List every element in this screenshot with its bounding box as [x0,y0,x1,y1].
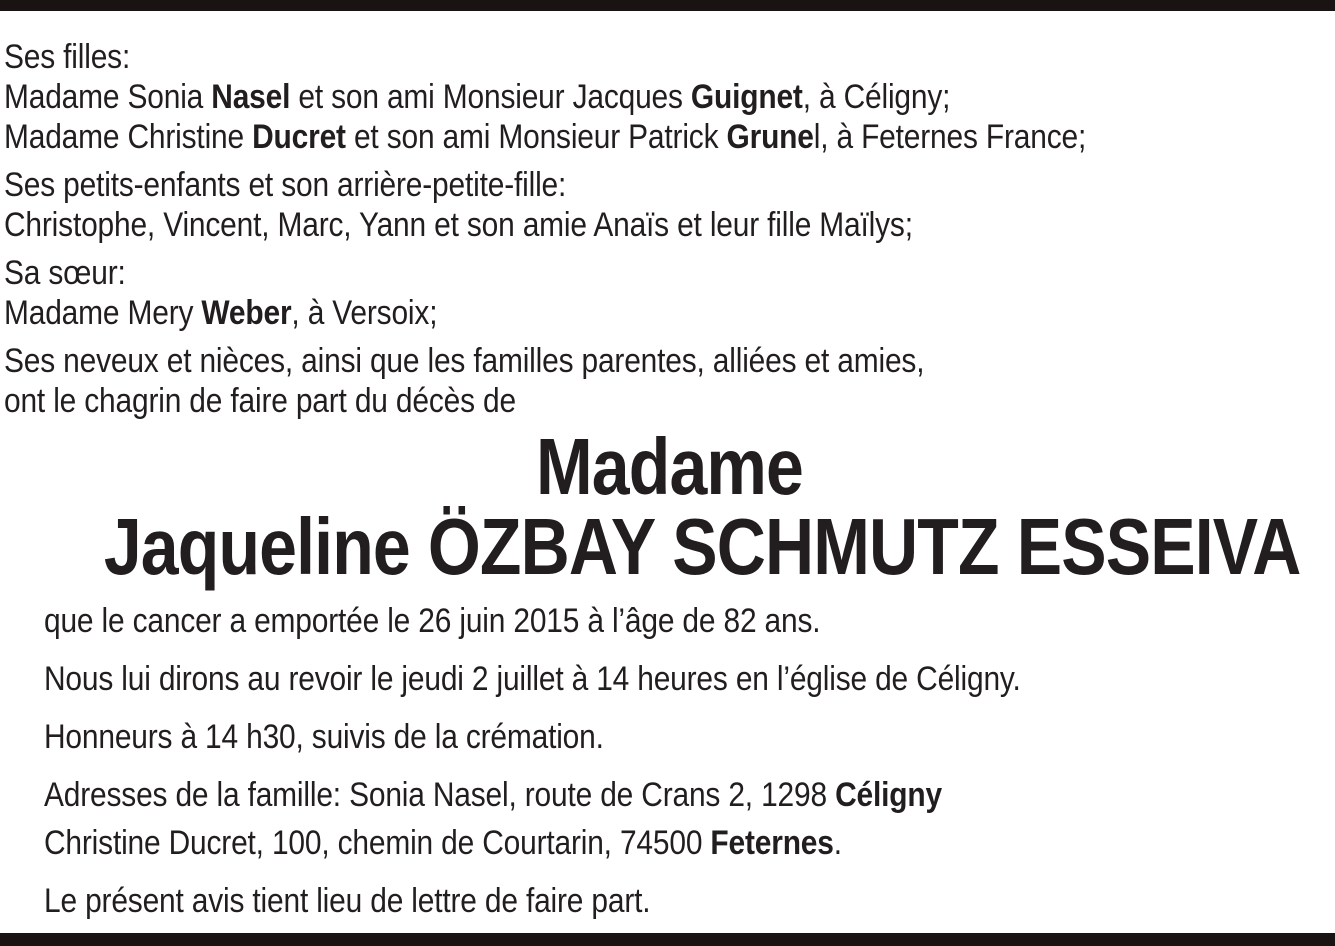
text-segment: Jaqueline ÖZBAY SCHMUTZ ESSEIVA [103,502,1301,591]
title-line [103,502,1301,591]
text-segment: et son ami Monsieur Jacques [290,78,691,116]
text-line [4,341,1175,381]
text-segment: Ses neveux et nièces, ainsi que les familles parentes, alliées et amies, [4,342,925,380]
text-segment: Christophe, Vincent, Marc, Yann et son amie Anaïs et leur fille Maïlys; [4,206,913,244]
text-segment: Guignet [690,78,803,116]
text-line [4,205,1175,245]
text-line [44,713,1180,761]
notice-paragraph [4,877,1335,925]
text-segment: Madame Mery [4,294,202,332]
text-segment: Nous lui dirons au revoir le jeudi 2 juillet à 14 heures en l’église de Céligny. [44,660,1021,698]
text-line [44,819,1180,867]
text-line [44,597,1180,645]
notice-paragraph [4,341,1335,421]
bottom-rule [0,933,1335,946]
text-segment: Céligny [835,776,942,814]
text-line [4,293,1175,333]
text-segment: et son ami Monsieur Patrick [345,118,727,156]
text-line [4,77,1175,117]
notice-paragraph [4,165,1335,245]
text-segment: Adresses de la famille: Sonia Nasel, route de Crans 2, 1298 [44,776,836,814]
text-line [4,117,1175,157]
text-segment: . [833,824,842,862]
notice-paragraph [4,713,1335,761]
text-segment: Madame Christine [4,118,253,156]
notice-paragraph [4,655,1335,703]
text-segment: , à Céligny; [802,78,951,116]
text-segment: Ses petits-enfants et son arrière-petite-fille: [4,166,567,204]
text-line [4,37,1175,77]
text-line [44,877,1180,925]
text-line [44,655,1180,703]
text-line [4,253,1175,293]
text-segment: Grune [726,118,814,156]
text-line [4,381,1175,421]
text-segment: Honneurs à 14 h30, suivis de la crémation. [44,718,604,756]
text-segment: Le présent avis tient lieu de lettre de faire part. [44,882,651,920]
notice-paragraph [4,253,1335,333]
text-segment: Nasel [211,78,291,116]
notice-paragraph [4,771,1335,867]
text-segment: Christine Ducret, 100, chemin de Courtarin, 74500 [44,824,711,862]
text-segment: Ducret [252,118,346,156]
text-segment: Feternes [710,824,834,862]
text-segment: Madame Sonia [4,78,212,116]
text-segment: l, à Feternes France; [813,118,1087,156]
text-segment: Weber [201,294,292,332]
notice-paragraph [4,597,1335,645]
text-line [44,771,1180,819]
text-segment: que le cancer a emportée le 26 juin 2015 à l’âge de 82 ans. [44,602,821,640]
text-line [4,165,1175,205]
text-segment: ont le chagrin de faire part du décès de [4,382,516,420]
text-segment: Madame [535,422,804,511]
notice-paragraph [4,37,1335,157]
deceased-name [4,422,1335,591]
text-segment: , à Versoix; [291,294,438,332]
notice-body [0,11,1335,925]
text-segment: Ses filles: [4,38,131,76]
top-rule [0,0,1335,11]
text-segment: Sa sœur: [4,254,126,292]
title-line [104,422,1235,511]
